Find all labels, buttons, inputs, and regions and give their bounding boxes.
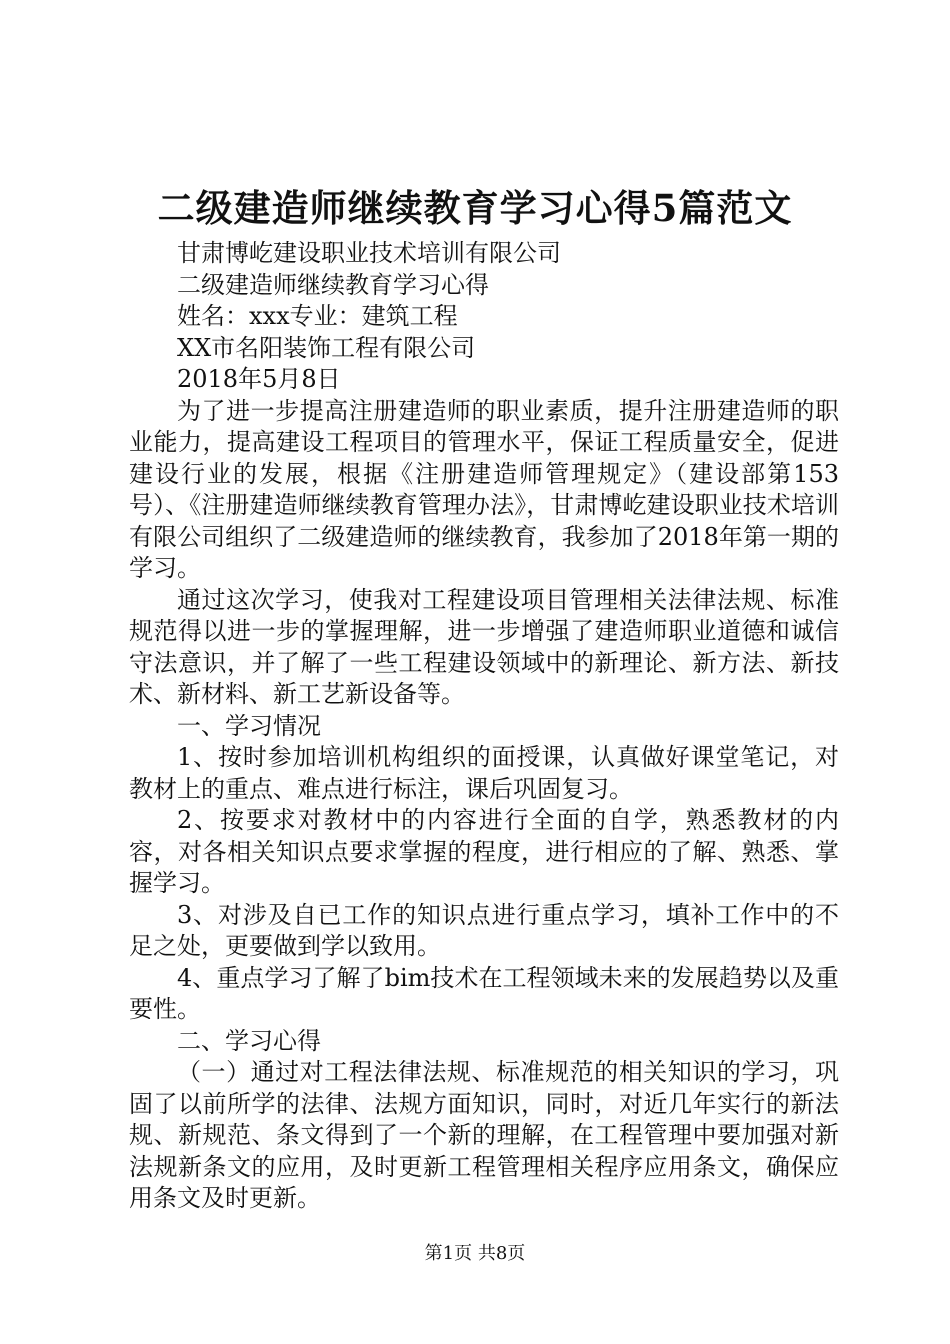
- list-item-1: 1、按时参加培训机构组织的面授课，认真做好课堂笔记，对教材上的重点、难点进行标注，课后巩固复习。: [129, 743, 839, 803]
- header-line-company: 甘肃博屹建设职业技术培训有限公司: [177, 239, 561, 267]
- paragraph-summary: 通过这次学习，使我对工程建设项目管理相关法律法规、标准规范得以进一步的掌握理解，进一步增强了建造师职业道德和诚信守法意识，并了解了一些工程建设领域中的新理论、新方法、新技术、新材料、新工艺新设备等。: [129, 585, 839, 708]
- page-number-footer: 第1页 共8页: [424, 1243, 526, 1264]
- section-heading-insights: 二、学习心得: [177, 1026, 321, 1055]
- header-line-subject: 二级建造师继续教育学习心得: [177, 270, 489, 299]
- header-line-date: 2018年5月8日: [177, 365, 341, 393]
- list-item-4: 4、重点学习了解了bim技术在工程领域未来的发展趋势以及重要性。: [129, 963, 839, 1023]
- header-line-employer: XX市名阳装饰工程有限公司: [177, 333, 476, 362]
- document-title: 二级建造师继续教育学习心得5篇范文: [157, 186, 793, 230]
- document-body: [129, 238, 839, 1215]
- paragraph-insight-1: （一）通过对工程法律法规、标准规范的相关知识的学习，巩固了以前所学的法律、法规方面知识，同时，对近几年实行的新法规、新规范、条文得到了一个新的理解，在工程管理中要加强对新法规新条文的应用，及时更新工程管理相关程序应用条文，确保应用条文及时更新。: [129, 1058, 839, 1212]
- header-line-name-major: 姓名：xxx专业：建筑工程: [177, 302, 458, 330]
- list-item-3: 3、对涉及自已工作的知识点进行重点学习，填补工作中的不足之处，更要做到学以致用。: [129, 900, 839, 960]
- section-heading-study: 一、学习情况: [177, 711, 321, 740]
- list-item-2: 2、按要求对教材中的内容进行全面的自学，熟悉教材的内容，对各相关知识点要求掌握的程度，进行相应的了解、熟悉、掌握学习。: [129, 806, 839, 897]
- paragraph-intro: 为了进一步提高注册建造师的职业素质，提升注册建造师的职业能力，提高建设工程项目的管理水平，保证工程质量安全，促进建设行业的发展，根据《注册建造师管理规定》（建设部第153号）、《注册建造师继续教育管理办法》，甘肃博屹建设职业技术培训有限公司组织了二级建造师的继续教育，我参加了2018年第一期的学习。: [129, 396, 839, 582]
